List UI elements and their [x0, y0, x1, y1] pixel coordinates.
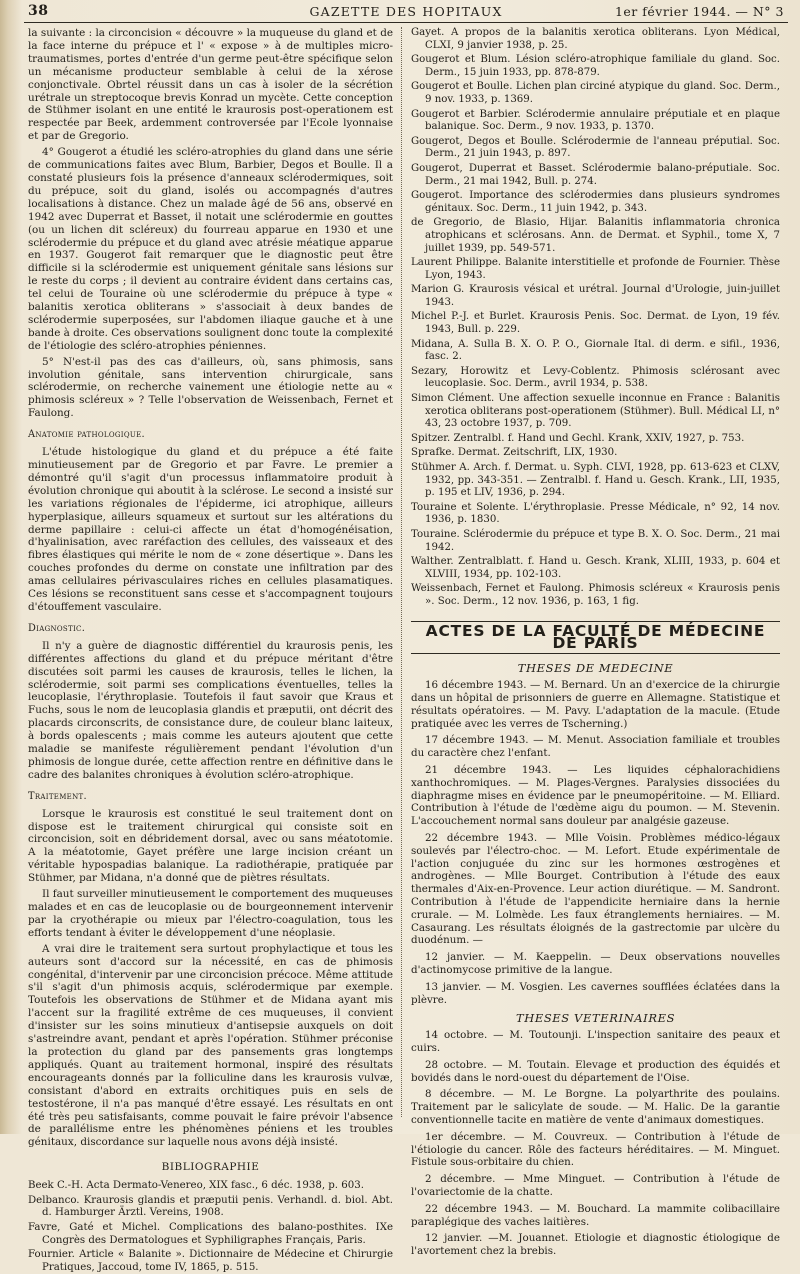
- bibliography-entry: Beek C.-H. Acta Dermato-Venereo, XIX fasc., 6 déc. 1938, p. 603.: [28, 1180, 364, 1192]
- thesis-entry: 12 janvier. —M. Jouannet. Etiologie et diagnostic étiologique de l'avortement chez la brebis.: [411, 1232, 780, 1258]
- bibliography-entry: Marion G. Kraurosis vésical et urétral. Journal d'Urologie, juin-juillet 1943.: [411, 284, 780, 308]
- traitement-paragraph-3: A vrai dire le traitement sera surtout prophylactique et tous les auteurs sont d'accord sur la nécessité, en cas de phimosis congénital, d'intervenir par une circoncision précoce. Même attitude s'il s'agit d'un phimosis acquis, sclérodermique par exemple. Toutefois les observations de Stühmer et de Midana ayant mis l'accent sur la fragilité extrême de ces muqueuses, il convient d'insister sur les soins minutieux d'antisepsie auxquels on doit s'astreindre avant, pendant et après l'opération. Stühmer préconise la protection du gland par des pansements gras longtemps appliqués. Quant au traitement hormonal, inspiré des résultats encourageants donnés par la folliculine dans les kraurosis vulvæ, consistant d'abord en extraits orchitiques puis en sels de testostérone, il n'a pas manqué d'être essayé. Les résultats en ont été très peu satisfaisants, comme pouvait le faire prévoir l'absence de parallélisme entre les phénomènes péniens et les troubles génitaux, discordance sur laquelle nous avons déjà insisté.: [28, 942, 393, 1149]
- bibliography-entry: Michel P.-J. et Burlet. Kraurosis Penis. Soc. Dermat. de Lyon, 19 fév. 1943, Bull. p. 229.: [411, 311, 780, 336]
- intro-paragraph: la suivante : la circoncision « découvre » la muqueuse du gland et de la face interne du prépuce et l' « expose » à de multiples micro-traumatismes, portes d'entrée d'un germe peut-être spécifique selon un mécanisme producteur semblable à celui de la xérose conjonctivale. Obrtel réussit dans un cas à isoler de la sécrétion urétrale un streptocoque brevis Konrad un mycète. Cette conception de Stühmer isolant en une entité le kraurosis post-operationem est respectée par Beek, ardemment controversée par l'Ecole lyonnaise et par de Gregorio.: [28, 27, 393, 143]
- left-column: [28, 27, 393, 1273]
- column-divider: [401, 27, 402, 1117]
- bibliography-entry: Walther. Zentralblatt. f. Hand u. Gesch. Krank, XLIII, 1933, p. 604 et XLVIII, 1934, pp. 102-103.: [411, 556, 780, 580]
- diagnostic-paragraph: Il n'y a guère de diagnostic différentiel du kraurosis penis, les différentes affections du gland et du prépuce méritant d'être discutées soit parmi les causes de kraurosis, telles le lichen, la sclérodermie, soit parmi ses complications éventuelles, telles la leucoplasie, l'érythroplasie. Toutefois il faut savoir que Kraus et Fuchs, sous le nom de leucoplasia glandis et præputii, ont décrit des placards circonscrits, de consistance dure, de couleur blanc laiteux, à bords opalescents ; mais comme les auteurs ajoutent que cette maladie se manifeste régulièrement pendant l'évolution d'un phimosis de longue durée, cette affection rentre en définitive dans le cadre des balanites chroniques à évolution scléro-atrophique.: [28, 639, 393, 781]
- thesis-entry: 16 décembre 1943. — M. Bernard. Un an d'exercice de la chirurgie dans un hôpital de prisonniers de guerre en Allemagne. Statistique et résultats opératoires. — M. Pavy. L'adaptation de la macule. (Etude pratiquée avec les verres de Tscherning.): [411, 679, 780, 730]
- bibliography-entry: Weissenbach, Fernet et Faulong. Phimosis scléreux « Kraurosis penis ». Soc. Derm., 12 nov. 1936, p. 163, 1 fig.: [411, 583, 780, 607]
- theses-medecine-title: THESES DE MEDECINE: [517, 661, 674, 676]
- paragraph-5: 5° N'est-il pas des cas d'ailleurs, où, sans phimosis, sans involution génitale, sans intervention chirurgicale, sans sclérodermie, on recherche vainement une étiologie nette au « phimosis scléreux » ? Telle l'observation de Weissenbach, Fernet et Faulong.: [28, 355, 393, 420]
- right-column: [411, 27, 780, 1258]
- bibliography-entry: Gougerot, Duperrat et Basset. Sclérodermie balano-préputiale. Soc. Derm., 21 mai 1942, Bull. p. 274.: [411, 162, 780, 187]
- journal-title: GAZETTE DES HOPITAUX: [309, 4, 503, 19]
- bibliography-entry: Laurent Philippe. Balanite interstitielle et profonde de Fournier. Thèse Lyon, 1943.: [411, 257, 780, 281]
- thesis-entry: 28 octobre. — M. Toutain. Elevage et production des équidés et bovidés dans le nord-ouest du département de l'Oise.: [411, 1058, 780, 1084]
- thesis-entry: 1er décembre. — M. Couvreux. — Contribution à l'étude de l'étiologie du cancer. Rôle des facteurs héréditaires. — M. Minguet. Fistule sous-orbitaire du chien.: [411, 1130, 780, 1169]
- thesis-entry: 21 décembre 1943. — Les liquides céphalorachidiens xanthochromiques. — M. Plages-Vergnes. Paralysies dissociées du diaphragme mises en évidence par le pneumopéritoine. — M. Elliard. Contribution à l'étude de l'œdème aigu du poumon. — M. Stevenin. L'accouchement normal sans douleur par analgésie gazeuse.: [411, 764, 780, 828]
- section-title-diagnostic: Diagnostic.: [28, 622, 86, 634]
- issue-date: 1er février 1944. — N° 3: [614, 4, 784, 19]
- bibliography-entry: Simon Clément. Une affection sexuelle inconnue en France : Balanitis xerotica obliterans post-operationem (Stühmer). Bull. Médical LI, n° 43, 23 octobre 1937, p. 709.: [411, 393, 780, 430]
- traitement-paragraph-2: Il faut surveiller minutieusement le comportement des muqueuses malades et en cas de leucoplasie ou de bourgeonnement intervenir par la cryothérapie ou mieux par l'électro-coagulation, tous les efforts tendant à éviter le développement d'une néoplasie.: [28, 888, 393, 939]
- bibliography-entry: Fournier. Article « Balanite ». Dictionnaire de Médecine et Chirurgie Pratiques, Jaccoud, tome IV, 1865, p. 515.: [28, 1249, 393, 1273]
- section-title-traitement: Traitement.: [28, 790, 87, 802]
- bibliography-entry: Gougerot et Boulle. Lichen plan circiné atypique du gland. Soc. Derm., 9 nov. 1933, p. 1369.: [411, 81, 780, 105]
- bibliography-entry: Gougerot et Blum. Lésion scléro-atrophique familiale du gland. Soc. Derm., 15 juin 1933, pp. 878-879.: [411, 54, 780, 78]
- theses-veterinaires-title: THESES VETERINAIRES: [515, 1011, 676, 1026]
- thesis-entry: 8 décembre. — M. Le Borgne. La polyarthrite des poulains. Traitement par le salicylate de soude. — M. Halic. De la garantie conventionnelle tacite en matière de vente d'animaux domestiques.: [411, 1088, 780, 1127]
- bibliography-title: BIBLIOGRAPHIE: [161, 1161, 260, 1174]
- bibliography-entry: de Gregorio, de Blasio, Hijar. Balanitis inflammatoria chronica atrophicans et sclérosans. Ann. de Dermat. et Syphil., tome X, 7 juillet 1939, pp. 549-571.: [411, 217, 780, 254]
- page-number: 38: [28, 3, 49, 19]
- thesis-entry: 12 janvier. — M. Kaeppelin. — Deux observations nouvelles d'actinomycose primitive de la langue.: [411, 951, 780, 976]
- thesis-entry: 13 janvier. — M. Vosgien. Les cavernes soufflées éclatées dans la plèvre.: [411, 980, 780, 1006]
- thesis-entry: 17 décembre 1943. — M. Menut. Association familiale et troubles du caractère chez l'enfant.: [411, 734, 780, 760]
- thesis-entry: 22 décembre 1943. — M. Bouchard. La mammite colibacillaire paraplégique des vaches laitières.: [411, 1202, 780, 1228]
- bibliography-entry: Spitzer. Zentralbl. f. Hand und Gechl. Krank, XXIV, 1927, p. 753.: [411, 432, 745, 444]
- bibliography-entry: Gougerot, Degos et Boulle. Sclérodermie de l'anneau préputial. Soc. Derm., 21 juin 1943, p. 897.: [411, 135, 780, 160]
- bibliography-entry: Midana, A. Sulla B. X. O. P. O., Giornale Ital. di derm. e sifil., 1936, fasc. 2.: [411, 338, 780, 363]
- bibliography-entry: Touraine. Sclérodermie du prépuce et type B. X. O. Soc. Derm., 21 mai 1942.: [411, 528, 780, 553]
- thesis-entry: 14 octobre. — M. Toutounji. L'inspection sanitaire des peaux et cuirs.: [411, 1029, 780, 1055]
- bibliography-entry: Stühmer A. Arch. f. Dermat. u. Syph. CLVI, 1928, pp. 613-623 et CLXV, 1932, pp. 343-351. — Zentralbl. f. Hand u. Gesch. Krank., LII, 1935, p. 195 et LIV, 1936, p. 294.: [411, 462, 780, 499]
- bibliography-entry: Touraine et Solente. L'érythroplasie. Presse Médicale, n° 92, 14 nov. 1936, p. 1830.: [411, 501, 780, 526]
- bibliography-entry: Gougerot et Barbier. Sclérodermie annulaire préputiale et en plaque balanique. Soc. Derm., 9 nov. 1933, p. 1370.: [411, 108, 780, 133]
- bibliography-entry: Gougerot. Importance des sclérodermies dans plusieurs syndromes génitaux. Soc. Derm., 11 juin 1942, p. 343.: [411, 190, 780, 214]
- bibliography-entry: Favre, Gaté et Michel. Complications des balano-posthites. IXe Congrès des Dermatologues et Syphiligraphes Français, Paris.: [28, 1221, 393, 1246]
- anatomie-paragraph: L'étude histologique du gland et du prépuce a été faite minutieusement par de Gregorio et par Favre. Le premier a démontré qu'il s'agit d'un processus inflammatoire produit à évolution chronique qui aboutit à la sclérose. Le second a insisté sur les variations régionales de l'épiderme, ici atrophique, ailleurs hyperplasique, ailleurs squameux et surtout sur les altérations du derme papillaire : celui-ci affecte un état d'homogénéisation, d'hyalinisation, avec raréfaction des cellules, des vaisseaux et des fibres élastiques qui mérite le nom de « zone désertique ». Dans les couches profondes du derme on constate une infiltration par des amas cellulaires périvasculaires riches en cellules plasamatiques. Ces lésions se reconstituent sans cesse et s'accompagnent toujours d'étouffement vasculaire.: [28, 446, 393, 613]
- section-title-anatomie: Anatomie pathologique.: [28, 429, 145, 441]
- page-header: [24, 0, 788, 23]
- traitement-paragraph-1: Lorsque le kraurosis est constitué le seul traitement dont on dispose est le traitement chirurgical qui consiste soit en circoncision, soit en débridement dorsal, avec ou sans méatotomie. A la méatotomie, Gayet préfère une large incision créant un véritable hypospadias balanique. La radiothérapie, pratiquée par Stühmer, par Midana, n'a donné que de piètres résultats.: [28, 807, 393, 885]
- paragraph-4: 4° Gougerot a étudié les scléro-atrophies du gland dans une série de communications faites avec Blum, Barbier, Degos et Boulle. Il a constaté plusieurs fois la présence d'anneaux sclérodermiques, soit du prépuce, soit du gland, isolés ou accompagnés d'autres localisations à distance. Chez un malade âgé de 56 ans, observé en 1942 avec Duperrat et Basset, il notait une sclérodermie en gouttes (ou un lichen dit scléreux) du fourreau apparue en 1930 et une sclérodermie du prépuce et du gland avec atrésie méatique apparue en 1937. Gougerot fait remarquer que le diagnostic peut être difficile si la sclérodermie est uniquement génitale sans lésions sur le reste du corps ; il devient au contraire évident dans certains cas, tel celui de Touraine où une sclérodermie du prépuce à type « balanitis xerotica obliterans » s'associait à deux bandes de sclérodermie superposées, sur l'abdomen iliaque gauche et à une bande à droite. Ces observations soulignent donc toute la complexité de l'étiologie des scléro-atrophies péniennes.: [28, 146, 393, 352]
- bibliography-entry: Gayet. A propos de la balanitis xerotica obliterans. Lyon Médical, CLXI, 9 janvier 1938, p. 25.: [411, 27, 780, 51]
- thesis-entry: 22 décembre 1943. — Mlle Voisin. Problèmes médico-légaux soulevés par l'électro-choc. — M. Lefort. Etude expérimentale de l'action conjuguée du zinc sur les hormones œstrogènes et androgènes. — Mlle Bourget. Contribution à l'étude des eaux thermales d'Aix-en-Provence. Leur action diurétique. — M. Sandront. Contribution à l'étude de l'appendicite herniaire dans la hernie crurale. — M. Lolmède. Les faux étranglements herniaires. — M. Casaurang. Les résultats éloignés de la gastrectomie par ulcère du duodénum. —: [411, 832, 780, 947]
- bibliography-entry: Sezary, Horowitz et Levy-Coblentz. Phimosis sclérosant avec leucoplasie. Soc. Derm., avril 1934, p. 538.: [411, 365, 780, 390]
- thesis-entry: 2 décembre. — Mme Minguet. — Contribution à l'étude de l'ovariectomie de la chatte.: [411, 1173, 780, 1199]
- acts-banner: ACTES DE LA FACULTÉ DE MÉDECINE DE PARIS: [411, 621, 780, 655]
- bibliography-entry: Delbanco. Kraurosis glandis et præputii penis. Verhandl. d. biol. Abt. d. Hamburger Ärztl. Vereins, 1908.: [28, 1194, 393, 1219]
- bibliography-entry: Sprafke. Dermat. Zeitschrift, LIX, 1930.: [411, 447, 618, 459]
